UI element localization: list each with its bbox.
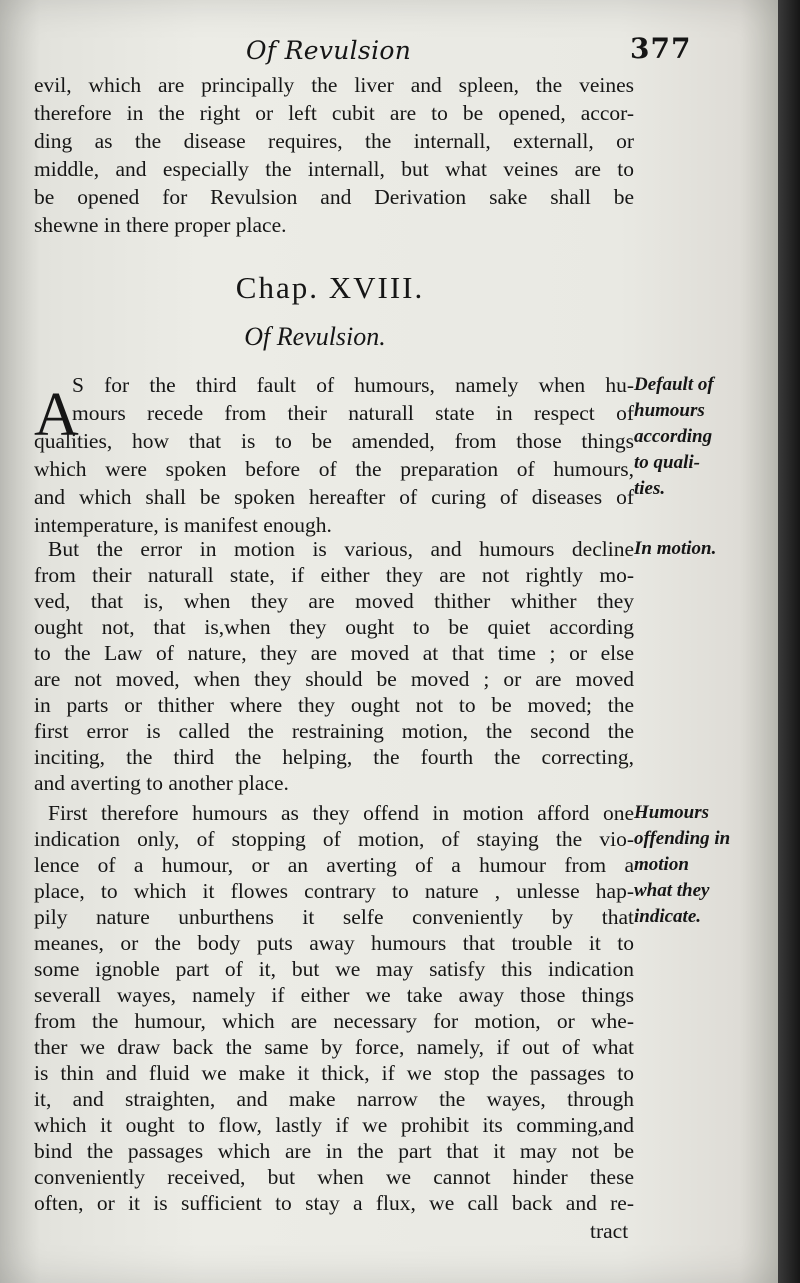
chapter-title: Chap. XVIII. [235,270,425,305]
text-line: severall wayes, namely if either we take away those things [34,983,634,1007]
page-header [0,32,778,72]
text-line: are not moved, when they should be moved ; or are moved [34,667,634,691]
marginal-line: according [634,426,713,447]
text-line: from their naturall state, if either they are not rightly mo- [34,563,634,587]
text-line: and averting to another place. [34,771,289,795]
page-number: 377 [630,32,692,65]
text-line: it, and straighten, and make narrow the wayes, through [34,1087,634,1111]
marginal-line: to quali- [634,452,700,473]
marginal-line: humours [634,400,705,421]
text-line: conveniently received, but when we cannot hinder these [34,1165,634,1189]
marginal-line: ties. [634,478,666,499]
text-line: from the humour, which are necessary for motion, or whe- [34,1009,634,1033]
text-line: ding as the disease requires, the internall, externall, or [34,129,634,153]
text-line: first error is called the restraining motion, the second the [34,719,634,743]
text-line: intemperature, is manifest enough. [34,513,332,537]
text-line: indication only, of stopping of motion, of staying the vio- [34,827,634,851]
text-line: But the error in motion is various, and humours decline [48,537,634,561]
marginal-note-humours-offending [634,800,764,930]
text-line: ther we draw back the same by force, namely, if out of what [34,1035,634,1059]
text-line: is thin and fluid we make it thick, if we stop the passages to [34,1061,634,1085]
marginal-line: motion [634,854,689,875]
text-line: lence of a humour, or an averting of a humour from a [34,853,634,877]
text-line: often, or it is sufficient to stay a flux, we call back and re- [34,1191,634,1215]
text-line: therefore in the right or left cubit are to be opened, accor- [34,101,634,125]
text-line: which it ought to flow, lastly if we prohibit its comming,and [34,1113,634,1137]
text-line: bind the passages which are in the part that it may not be [34,1139,634,1163]
text-line: First therefore humours as they offend in motion afford one [48,801,634,825]
marginal-line: Humours [634,802,709,823]
text-line: some ignoble part of it, but we may satisfy this indication [34,957,634,981]
marginal-note-in-motion [634,536,764,562]
text-line: middle, and especially the internall, but what veines are to [34,157,634,181]
marginal-line: offending in [634,828,731,849]
text-line: qualities, how that is to be amended, from those things [34,429,634,453]
text-line: ought not, that is,when they ought to be quiet according [34,615,634,639]
running-head: Of Revulsion [246,36,412,65]
chapter-subtitle: Of Revulsion. [244,322,386,351]
catchword: tract [590,1219,629,1243]
text-line: inciting, the third the helping, the fourth the correcting, [34,745,634,769]
text-line: be opened for Revulsion and Derivation sake shall be [34,185,634,209]
text-line: in parts or thither where they ought not to be moved; the [34,693,634,717]
text-line: place, to which it flowes contrary to nature , unlesse hap- [34,879,634,903]
marginal-line: indicate. [634,906,702,927]
text-line: shewne in there proper place. [34,213,287,237]
marginal-note-default-of-humours [634,372,764,502]
marginal-line: In motion. [634,538,717,559]
book-spine-shadow [778,0,800,1283]
text-line: meanes, or the body puts away humours that trouble it to [34,931,634,955]
text-line: to the Law of nature, they are moved at that time ; or else [34,641,634,665]
text-line: and which shall be spoken hereafter of curing of diseases of [34,485,634,509]
marginal-line: Default of [634,374,714,395]
drop-cap: A [34,381,79,449]
text-line: which were spoken before of the preparation of humours, [34,457,634,481]
text-line: ved, that is, when they are moved thither whither they [34,589,634,613]
text-line: pily nature unburthens it selfe conveniently by that [34,905,634,929]
text-line: S for the third fault of humours, namely when hu- [72,373,634,397]
marginal-line: what they [634,880,710,901]
text-line: evil, which are principally the liver and spleen, the veines [34,73,634,97]
text-line: mours recede from their naturall state in respect of [72,401,634,425]
